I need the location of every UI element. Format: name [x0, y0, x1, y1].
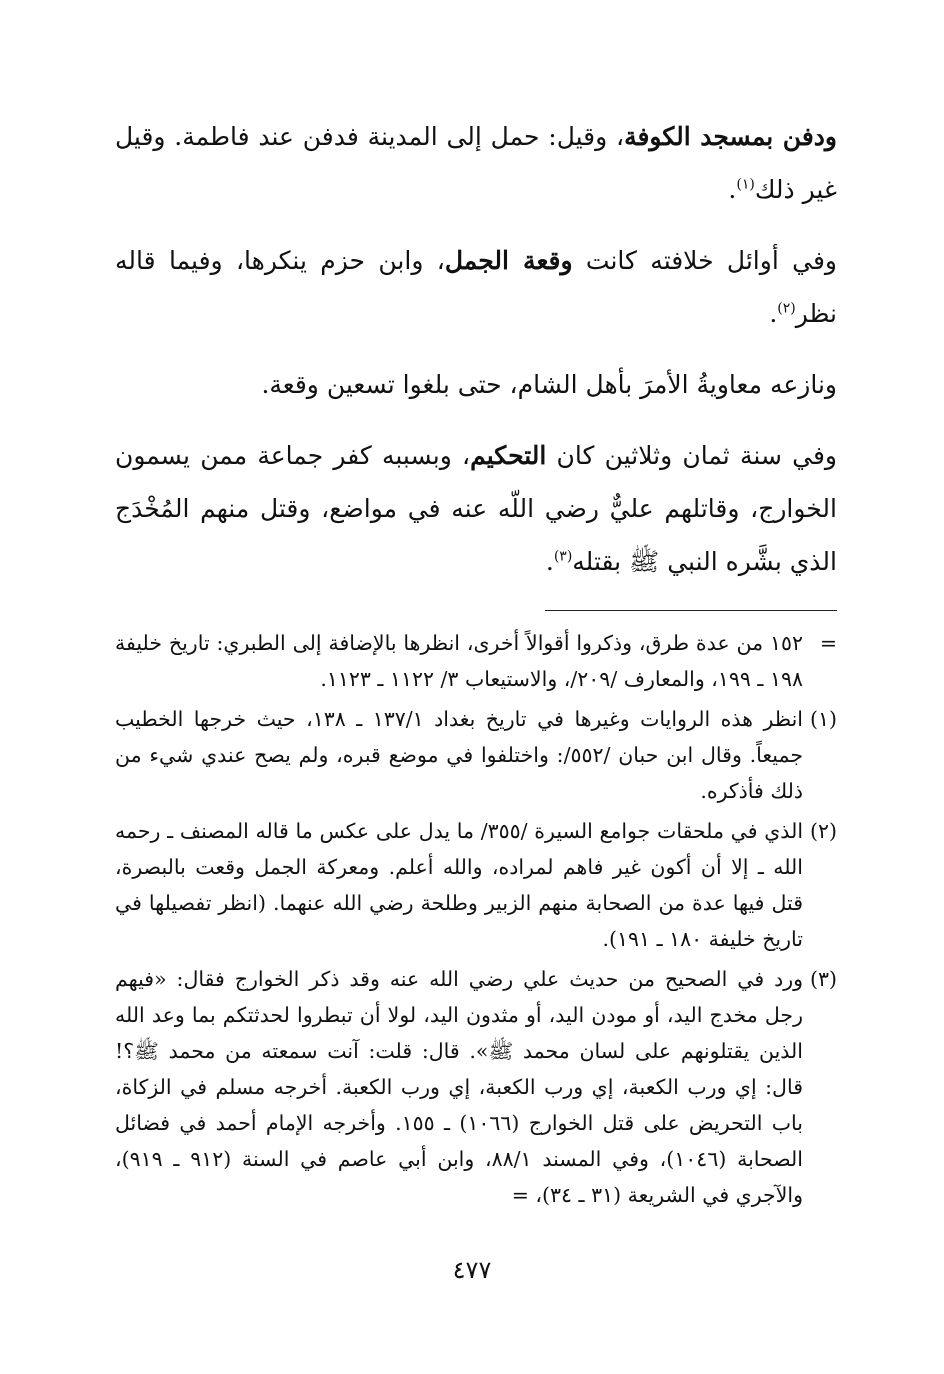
text-run: . [769, 299, 778, 328]
footnote-text: انظر هذه الروايات وغيرها في تاريخ بغداد ١٣٧/١ ـ ١٣٨، حيث خرجها الخطيب جميعاً. وقال ابن حبان /٥٥٢/: واختلفوا في موضع قبره، ولم يصح عندي شيء من ذلك فأذكره. [115, 707, 803, 803]
footnote [115, 961, 837, 1213]
main-paragraph [115, 429, 837, 588]
text-run: وفي أوائل خلافته كانت [572, 246, 837, 275]
text-run: وفي سنة ثمان وثلاثين كان [546, 441, 837, 470]
footnote-continuation-mark: = [819, 631, 837, 655]
footnotes [115, 625, 837, 1213]
text-run: . [728, 175, 737, 204]
text-run: ، وبسببه كفر جماعة ممن يسمون الخوارج، وقاتلهم عليٌّ رضي اللّه عنه في مواضع، وقتل منهم المُخْدَج الذي بشَّره النبي ﷺ بقتله [115, 441, 837, 576]
text-run: ونازعه معاويةُ الأمرَ بأهل الشام، حتى بلغوا تسعين وقعة. [261, 370, 837, 399]
bold-phrase: التحكيم [470, 441, 547, 470]
footnote-text: ١٥٢ من عدة طرق، وذكروا أقوالاً أخرى، انظرها بالإضافة إلى الطبري: تاريخ خليفة ١٩٨ ـ ١٩٩، والمعارف /٢٠٩/، والاستيعاب ٣/ ١١٢٢ ـ ١١٢٣. [115, 631, 803, 691]
footnote-reference[interactable]: (٢) [777, 300, 796, 317]
footnote-reference[interactable]: (٣) [553, 548, 573, 565]
footnote-number: (١) [809, 707, 837, 731]
main-paragraph [115, 110, 837, 216]
footnote-number: (٢) [809, 819, 837, 843]
text-run: ، وابن حزم ينكرها، وفيما قاله نظر [115, 246, 837, 328]
bold-phrase: ودفن بمسجد الكوفة [624, 122, 837, 151]
footnote-text: ورد في الصحيح من حديث علي رضي الله عنه وقد ذكر الخوارج فقال: «فيهم رجل مخدج اليد، أو مودن اليد، أو مثدون اليد، لولا أن تبطروا لحدثتكم بما وعد الله الذين يقتلونهم على لسان محمد ﷺ». قال: قلت: آنت سمعته من محمد ﷺ؟! قال: إي ورب الكعبة، إي ورب الكعبة، إي ورب الكعبة. أخرجه مسلم في الزكاة، باب التحريض على قتل الخوارج (١٠٦٦) ـ ١٥٥. وأخرجه الإمام أحمد في فضائل الصحابة (١٠٤٦)، وفي المسند ٨٨/١، وابن أبي عاصم في السنة (٩١٢ ـ ٩١٩)، والآجري في الشريعة (٣١ ـ ٣٤)، = [115, 967, 803, 1207]
main-paragraph [115, 358, 837, 411]
text-run: ، وقيل: حمل إلى المدينة فدفن عند فاطمة. وقيل غير ذلك [115, 122, 837, 204]
footnote-separator [545, 610, 837, 611]
bold-phrase: وقعة الجمل [444, 246, 573, 275]
footnote-text: الذي في ملحقات جوامع السيرة /٣٥٥/ ما يدل على عكس ما قاله المصنف ـ رحمه الله ـ إلا أن أكون غير فاهم لمراده، والله أعلم. ومعركة الجمل وقعت بالبصرة، قتل فيها عدة من الصحابة منهم الزبير وطلحة رضي الله عنهما. (انظر تفصيلها في تاريخ خليفة ١٨٠ ـ ١٩١). [115, 819, 804, 951]
footnote [115, 701, 837, 809]
footnote-reference[interactable]: (١) [736, 176, 755, 193]
footnote [115, 813, 837, 957]
main-text [115, 110, 837, 588]
page-body [115, 110, 837, 1217]
text-run: . [545, 547, 554, 576]
footnote [115, 625, 837, 697]
footnote-number: (٣) [809, 967, 837, 991]
main-paragraph [115, 234, 837, 340]
page-number: ٤٧٧ [452, 1256, 492, 1284]
